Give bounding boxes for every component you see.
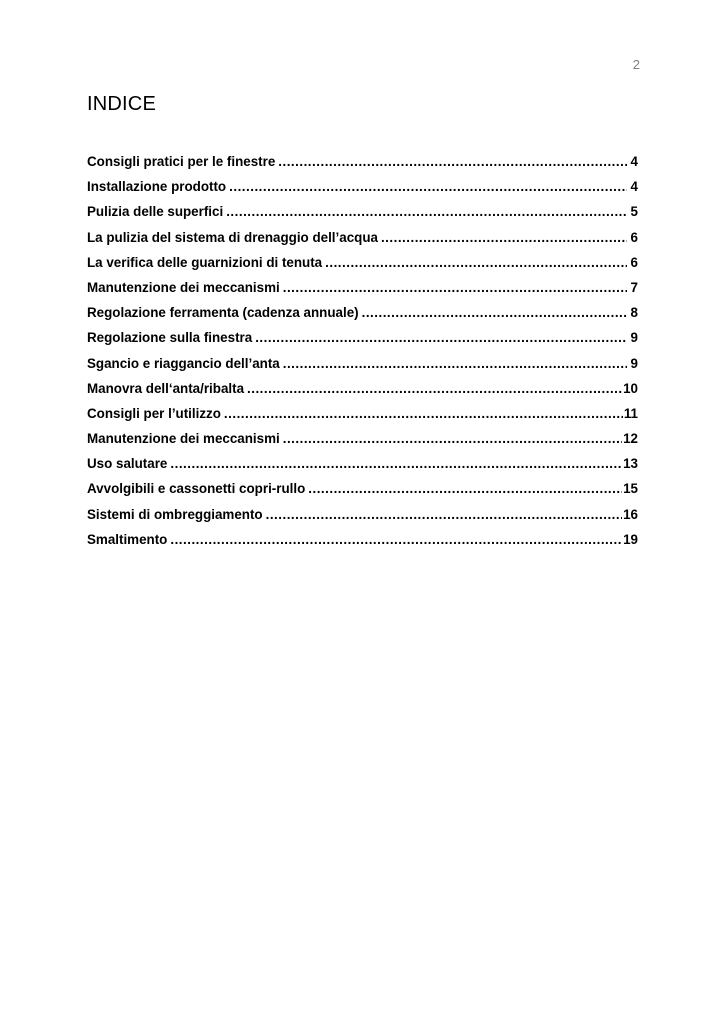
toc-entry-label: Installazione prodotto	[87, 179, 227, 195]
toc-entry[interactable]	[87, 280, 638, 305]
toc-entry-page: 7	[630, 279, 638, 295]
toc-entry[interactable]	[87, 481, 638, 506]
toc-entry-page: 9	[630, 330, 638, 346]
toc-entry-label: Sistemi di ombreggiamento	[87, 506, 263, 522]
toc-dot-leader	[170, 456, 622, 471]
toc-dot-leader	[283, 280, 627, 295]
toc-entry[interactable]	[87, 532, 638, 557]
page-title: INDICE	[87, 93, 156, 115]
toc-entry[interactable]	[87, 230, 638, 255]
toc-entry-label: Manutenzione dei meccanismi	[87, 279, 280, 295]
table-of-contents	[87, 154, 638, 557]
toc-entry[interactable]	[87, 179, 638, 204]
toc-entry-page: 10	[623, 380, 638, 396]
toc-entry-page: 5	[630, 204, 638, 220]
toc-entry-page: 8	[630, 305, 638, 321]
toc-entry-label: Consigli per l’utilizzo	[87, 405, 221, 421]
toc-entry[interactable]	[87, 204, 638, 229]
toc-entry-page: 19	[623, 531, 638, 547]
toc-entry[interactable]	[87, 356, 638, 381]
toc-entry[interactable]	[87, 154, 638, 179]
toc-entry-page: 6	[630, 254, 638, 270]
toc-dot-leader	[224, 406, 623, 421]
toc-entry-label: La verifica delle guarnizioni di tenuta	[87, 254, 323, 270]
toc-entry-label: Sgancio e riaggancio dell’anta	[87, 355, 280, 371]
toc-entry-label: Uso salutare	[87, 456, 168, 472]
toc-entry-page: 4	[630, 179, 638, 195]
toc-entry-label: Avvolgibili e cassonetti copri-rullo	[87, 481, 306, 497]
toc-entry-label: Pulizia delle superfici	[87, 204, 224, 220]
toc-dot-leader	[283, 356, 627, 371]
toc-entry-label: La pulizia del sistema di drenaggio dell’acqua	[87, 229, 378, 245]
toc-entry[interactable]	[87, 255, 638, 280]
toc-entry[interactable]	[87, 431, 638, 456]
toc-entry-label: Manutenzione dei meccanismi	[87, 431, 280, 447]
toc-dot-leader	[170, 532, 622, 547]
toc-dot-leader	[325, 255, 627, 270]
toc-dot-leader	[247, 381, 622, 396]
toc-entry-label: Consigli pratici per le finestre	[87, 154, 276, 169]
toc-entry[interactable]	[87, 507, 638, 532]
toc-entry-label: Regolazione sulla finestra	[87, 330, 253, 346]
page-number: 2	[632, 57, 640, 72]
toc-entry[interactable]	[87, 381, 638, 406]
toc-dot-leader	[266, 507, 622, 522]
toc-entry-label: Manovra dell‘anta/ribalta	[87, 380, 245, 396]
toc-entry[interactable]	[87, 305, 638, 330]
toc-entry[interactable]	[87, 406, 638, 431]
toc-dot-leader	[278, 154, 627, 169]
toc-entry-page: 16	[623, 506, 638, 522]
toc-dot-leader	[308, 481, 622, 496]
toc-dot-leader	[283, 431, 622, 446]
toc-entry[interactable]	[87, 330, 638, 355]
toc-entry-page: 4	[630, 154, 638, 169]
toc-entry-page: 9	[630, 355, 638, 371]
toc-entry-page: 11	[623, 405, 638, 421]
toc-dot-leader	[362, 305, 627, 320]
toc-dot-leader	[229, 179, 627, 194]
toc-dot-leader	[226, 204, 627, 219]
toc-entry-page: 6	[630, 229, 638, 245]
toc-dot-leader	[381, 230, 627, 245]
toc-entry-page: 12	[623, 431, 638, 447]
toc-dot-leader	[255, 330, 627, 345]
toc-entry[interactable]	[87, 456, 638, 481]
toc-entry-page: 13	[623, 456, 638, 472]
toc-entry-label: Regolazione ferramenta (cadenza annuale)	[87, 305, 359, 321]
toc-entry-page: 15	[623, 481, 638, 497]
toc-entry-label: Smaltimento	[87, 531, 168, 547]
